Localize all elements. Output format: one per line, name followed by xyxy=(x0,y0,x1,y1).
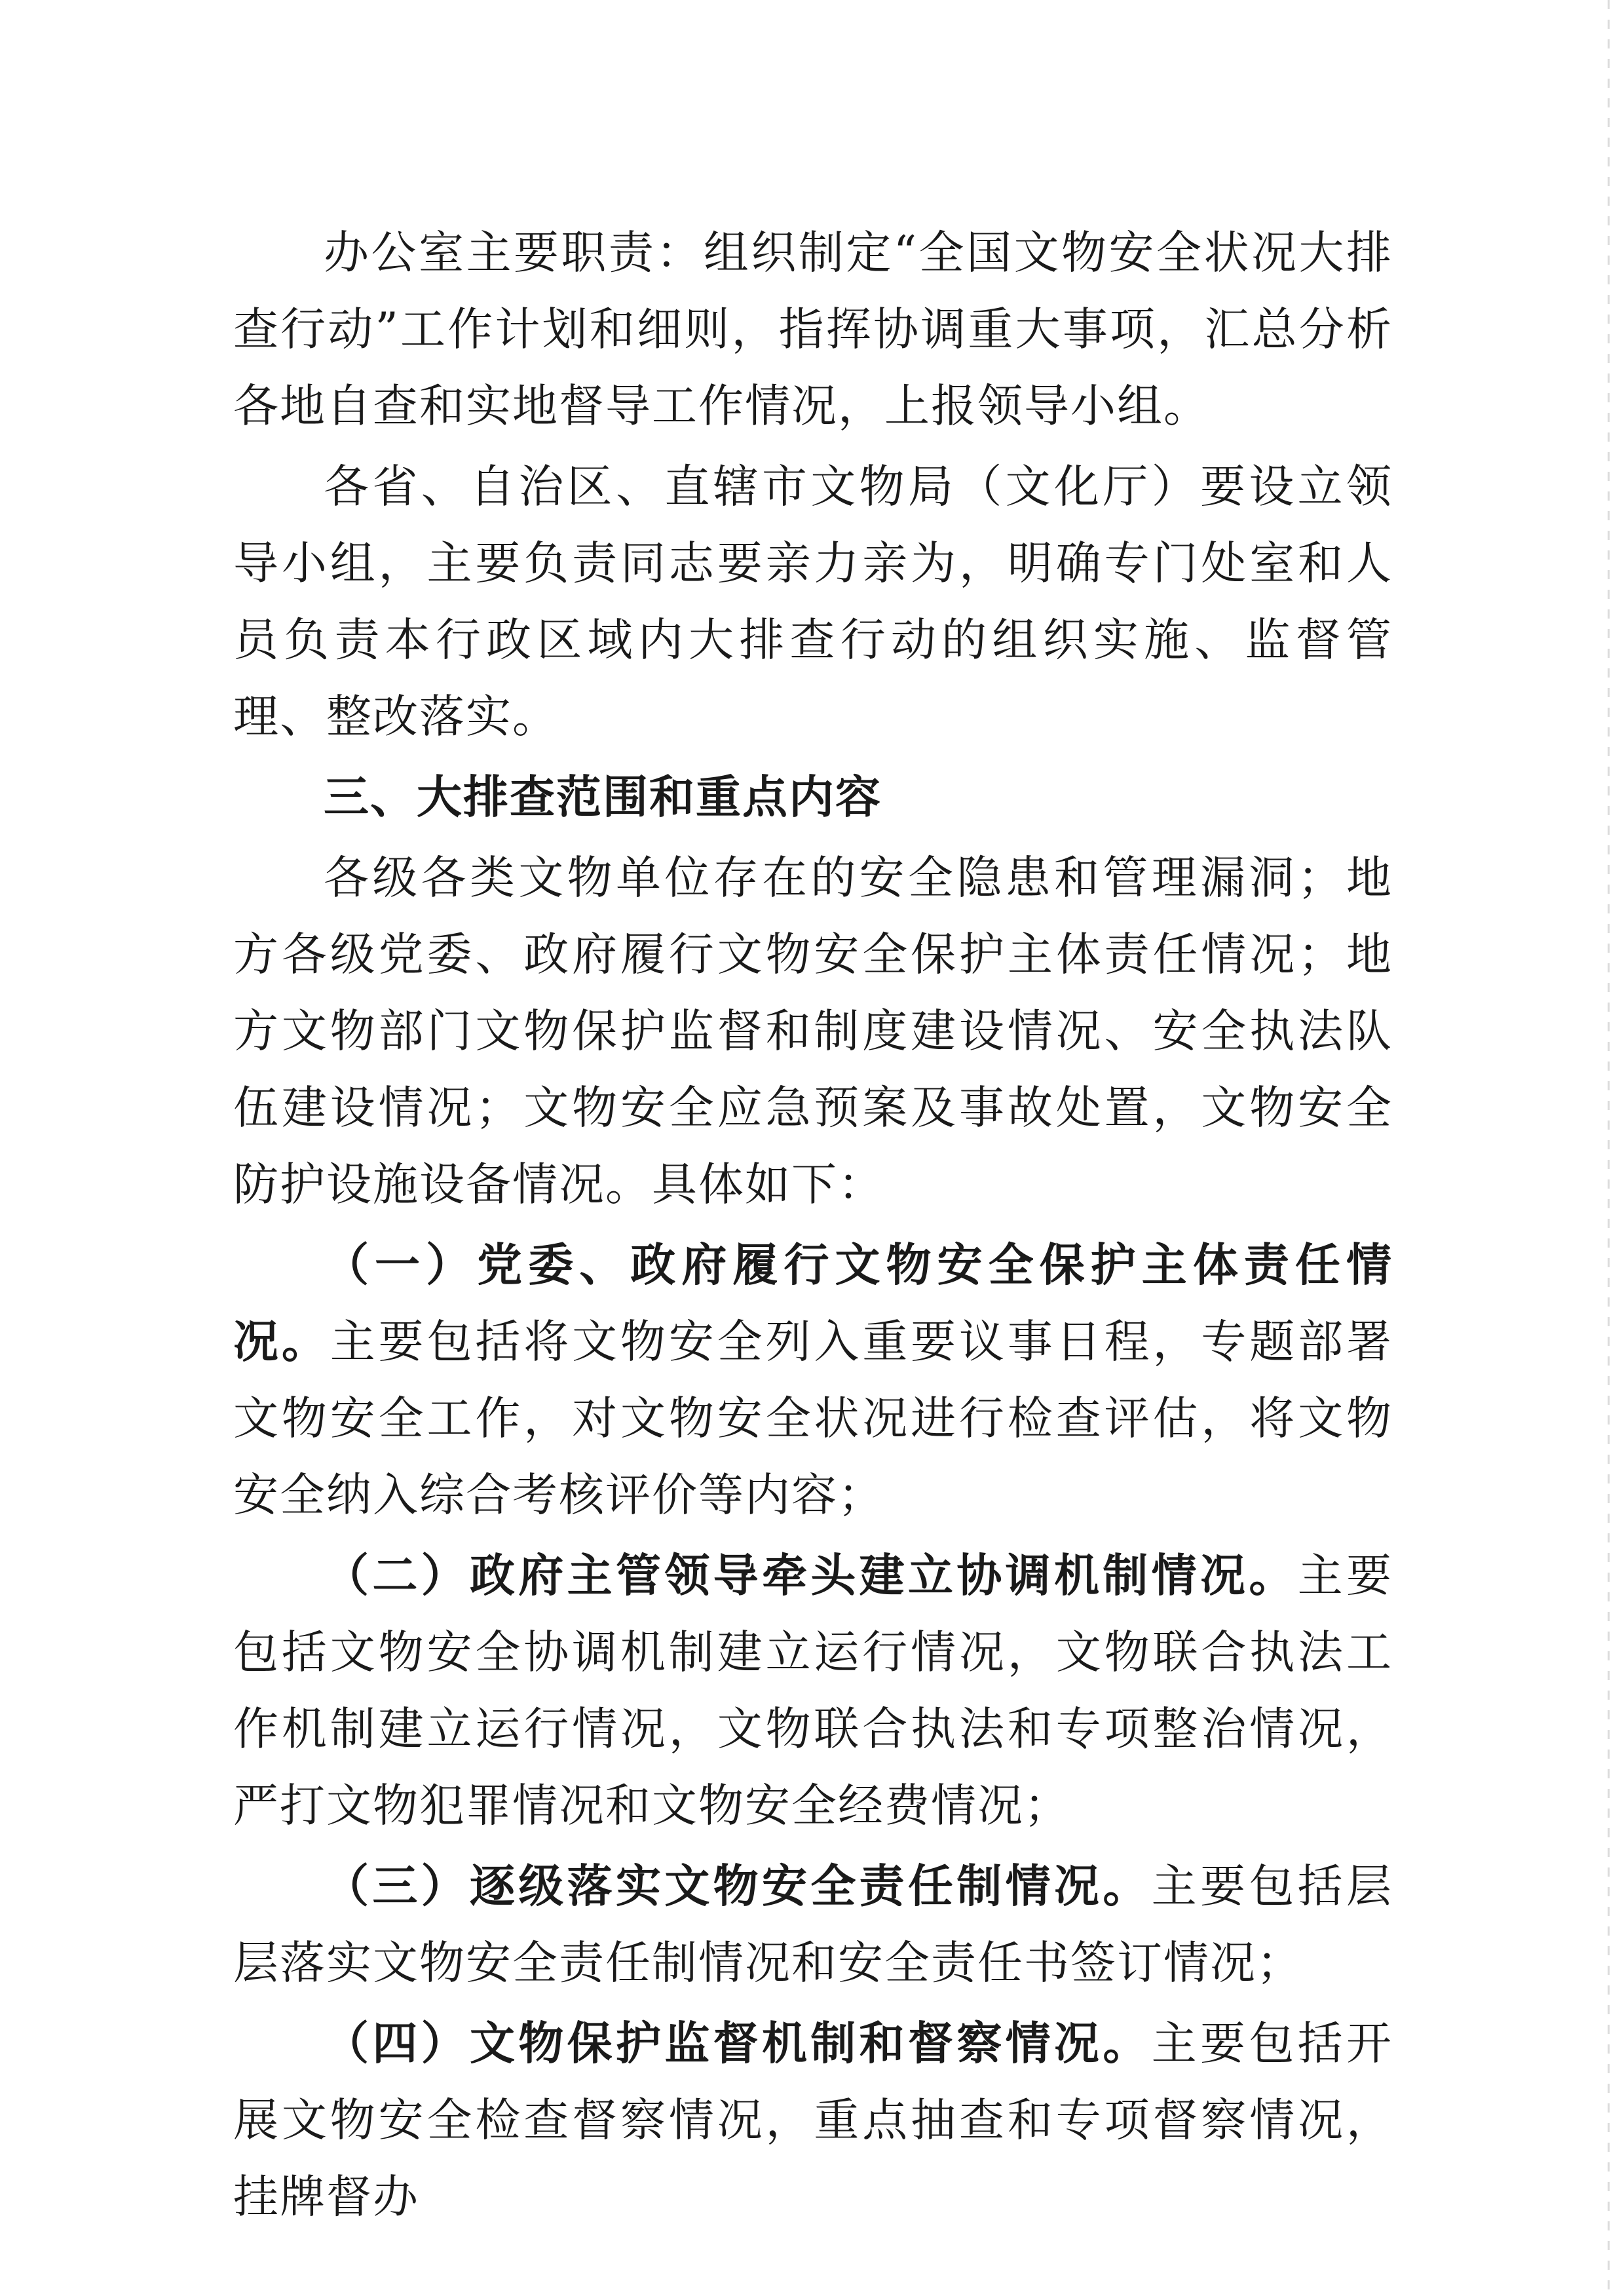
item-2-title: （二）政府主管领导牵头建立协调机制情况。 xyxy=(324,1550,1298,1602)
item-1-body: 主要包括将文物安全列入重要议事日程，专题部署文物安全工作，对文物安全状况进行检查评估，将文物安全纳入综合考核评价等内容； xyxy=(233,1316,1393,1521)
item-1-title: （一）党委、政府履行文物安全保护主体责任情况。 xyxy=(233,1239,1393,1368)
paragraph-office-duties: 办公室主要职责：组织制定“全国文物安全状况大排查行动”工作计划和细则，指挥协调重大事项，汇总分析各地自查和实地督导工作情况，上报领导小组。 xyxy=(233,227,1393,432)
document-body xyxy=(233,215,1393,2236)
item-4 xyxy=(233,2006,1393,2236)
section-three-heading: 三、大排查范围和重点内容 xyxy=(324,771,882,824)
item-4-body: 主要包括开展文物安全检查督察情况，重点抽查和专项督察情况，挂牌督办 xyxy=(233,2018,1393,2223)
paragraph-provincial-groups: 各省、自治区、直辖市文物局（文化厅）要设立领导小组，主要负责同志要亲力亲为，明确专门处室和人员负责本行政区域内大排查行动的组织实施、监督管理、整改落实。 xyxy=(233,461,1393,743)
item-4-title: （四）文物保护监督机制和督察情况。 xyxy=(324,2018,1152,2070)
item-3 xyxy=(233,1848,1393,2002)
paragraph-scope-intro: 各级各类文物单位存在的安全隐患和管理漏洞；地方各级党委、政府履行文物安全保护主体责任情况；地方文物部门文物保护监督和制度建设情况、安全执法队伍建设情况；文物安全应急预案及事故处置，文物安全防护设施设备情况。具体如下： xyxy=(233,852,1393,1211)
scan-edge-mark xyxy=(1608,0,1610,2296)
item-3-body: 主要包括层层落实文物安全责任制情况和安全责任书签订情况； xyxy=(233,1860,1393,1989)
item-2 xyxy=(233,1538,1393,1845)
item-2-body: 主要包括文物安全协调机制建立运行情况，文物联合执法工作机制建立运行情况，文物联合执法和专项整治情况，严打文物犯罪情况和文物安全经费情况； xyxy=(233,1550,1393,1832)
item-3-title: （三）逐级落实文物安全责任制情况。 xyxy=(324,1860,1152,1913)
item-1 xyxy=(233,1227,1393,1534)
